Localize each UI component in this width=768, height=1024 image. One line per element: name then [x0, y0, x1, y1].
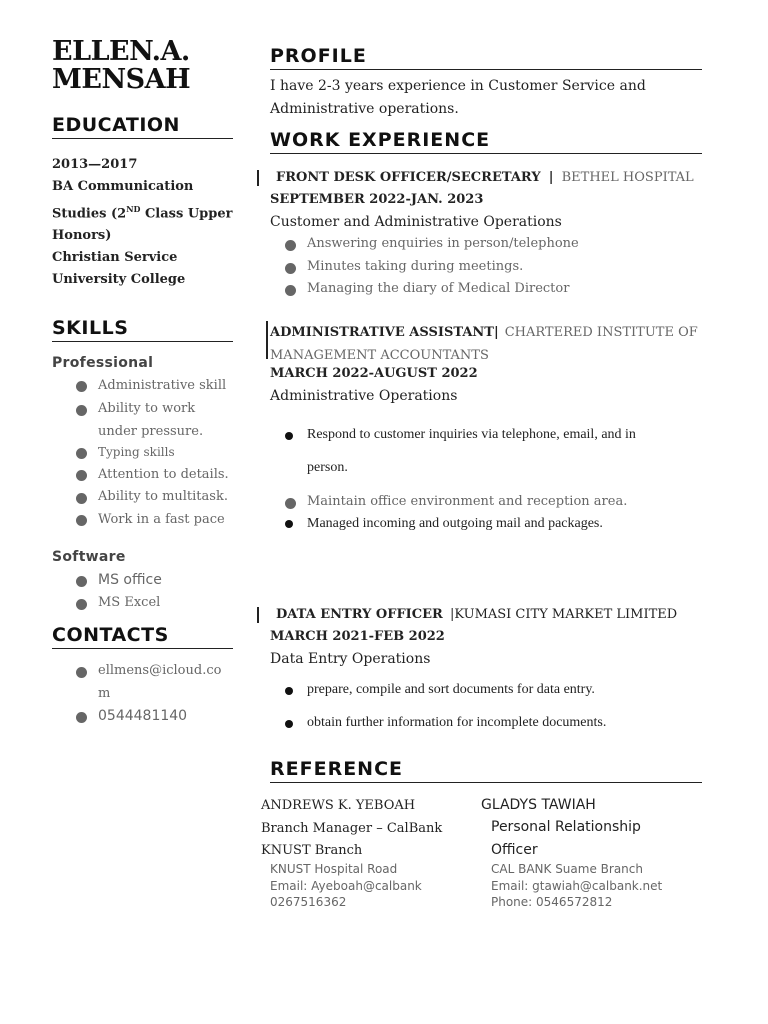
contact-phone: 0544481140	[98, 708, 188, 724]
bullet-icon	[76, 405, 87, 416]
reference-1-phone: 0267516362	[270, 895, 347, 909]
bullet-icon	[285, 520, 293, 528]
job-duty: obtain further information for incomplete documents.	[307, 715, 607, 730]
software-item: MS Excel	[98, 595, 161, 610]
bullet-icon	[76, 576, 87, 587]
bullet-icon	[76, 470, 87, 481]
bullet-icon	[285, 263, 296, 274]
bullet-icon	[285, 687, 293, 695]
bullet-icon	[285, 498, 296, 509]
reference-1-address: KNUST Hospital Road	[270, 862, 398, 876]
reference-2-name: GLADYS TAWIAH	[481, 797, 596, 813]
bullet-icon	[285, 720, 293, 728]
skill-item: Ability to work	[98, 401, 196, 416]
skill-item-continued: under pressure.	[98, 424, 204, 439]
job-duty: Answering enquiries in person/telephone	[307, 236, 579, 251]
job-duty: Minutes taking during meetings.	[307, 259, 524, 274]
bullet-icon	[285, 240, 296, 251]
skills-divider	[52, 341, 233, 342]
reference-2-role: Personal Relationship	[491, 819, 641, 835]
bullet-icon	[76, 381, 87, 392]
job-area: Data Entry Operations	[270, 651, 431, 667]
education-details: 2013—2017 BA Communication Studies (2ND Class Upper Honors) Christian Service University College	[52, 157, 233, 288]
skill-item: Work in a fast pace	[98, 512, 225, 527]
bullet-icon	[76, 493, 87, 504]
professional-subheading: Professional	[52, 355, 154, 371]
profile-text-line: I have 2-3 years experience in Customer Service and	[270, 78, 646, 94]
reference-1-role: Branch Manager – CalBank	[261, 821, 443, 836]
skill-item: Attention to details.	[98, 467, 229, 482]
contacts-divider	[52, 648, 233, 649]
job-duty: prepare, compile and sort documents for data entry.	[307, 682, 595, 697]
contact-email-continued[interactable]: m	[98, 686, 111, 701]
work-experience-heading: WORK EXPERIENCE	[270, 129, 491, 151]
skill-item: Ability to multitask.	[98, 489, 228, 504]
skills-heading: SKILLS	[52, 317, 129, 339]
bullet-icon	[76, 448, 87, 459]
job-dates: SEPTEMBER 2022-JAN. 2023	[270, 192, 484, 207]
education-heading: EDUCATION	[52, 114, 180, 136]
reference-2-branch: CAL BANK Suame Branch	[491, 862, 643, 876]
bullet-icon	[285, 432, 293, 440]
software-item: MS office	[98, 572, 162, 588]
profile-divider	[270, 69, 702, 70]
reference-heading: REFERENCE	[270, 758, 404, 780]
reference-2-email[interactable]: Email: gtawiah@calbank.net	[491, 879, 663, 893]
job-title-line: ADMINISTRATIVE ASSISTANT| CHARTERED INSTITUTE OF MANAGEMENT ACCOUNTANTS	[270, 325, 698, 363]
job-marker	[257, 170, 259, 186]
reference-divider	[270, 782, 702, 783]
skill-item: Administrative skill	[98, 378, 227, 393]
job-duty: Managing the diary of Medical Director	[307, 281, 570, 296]
job-duty: Respond to customer inquiries via telephone, email, and in	[307, 427, 636, 442]
reference-2-phone: Phone: 0546572812	[491, 895, 613, 909]
bullet-icon	[76, 712, 87, 723]
bullet-icon	[76, 515, 87, 526]
job-duty: Managed incoming and outgoing mail and packages.	[307, 516, 603, 531]
job-duty: Maintain office environment and reception area.	[307, 494, 628, 509]
profile-heading: PROFILE	[270, 45, 367, 67]
job-area: Administrative Operations	[270, 388, 458, 404]
reference-1-email[interactable]: Email: Ayeboah@calbank	[270, 879, 422, 893]
contacts-heading: CONTACTS	[52, 624, 169, 646]
reference-1-branch: KNUST Branch	[261, 843, 363, 858]
reference-1-name: ANDREWS K. YEBOAH	[261, 798, 416, 813]
software-subheading: Software	[52, 549, 126, 565]
job-dates: MARCH 2022-AUGUST 2022	[270, 366, 478, 381]
bullet-icon	[285, 285, 296, 296]
bullet-icon	[76, 599, 87, 610]
candidate-name: ELLEN.A. MENSAH	[52, 36, 191, 95]
job-area: Customer and Administrative Operations	[270, 214, 562, 230]
job-title-line: FRONT DESK OFFICER/SECRETARY | BETHEL HOSPITAL	[276, 170, 694, 185]
skill-item: Typing skills	[98, 445, 175, 459]
job-dates: MARCH 2021-FEB 2022	[270, 629, 445, 644]
job-marker	[266, 321, 268, 359]
job-marker	[257, 607, 259, 623]
bullet-icon	[76, 667, 87, 678]
reference-2-role-continued: Officer	[491, 842, 538, 858]
education-divider	[52, 138, 233, 139]
job-title-line: DATA ENTRY OFFICER |KUMASI CITY MARKET LIMITED	[276, 607, 678, 622]
profile-text-line: Administrative operations.	[270, 101, 459, 117]
work-experience-divider	[270, 153, 702, 154]
job-duty-continued: person.	[307, 460, 348, 475]
contact-email[interactable]: ellmens@icloud.co	[98, 663, 222, 678]
